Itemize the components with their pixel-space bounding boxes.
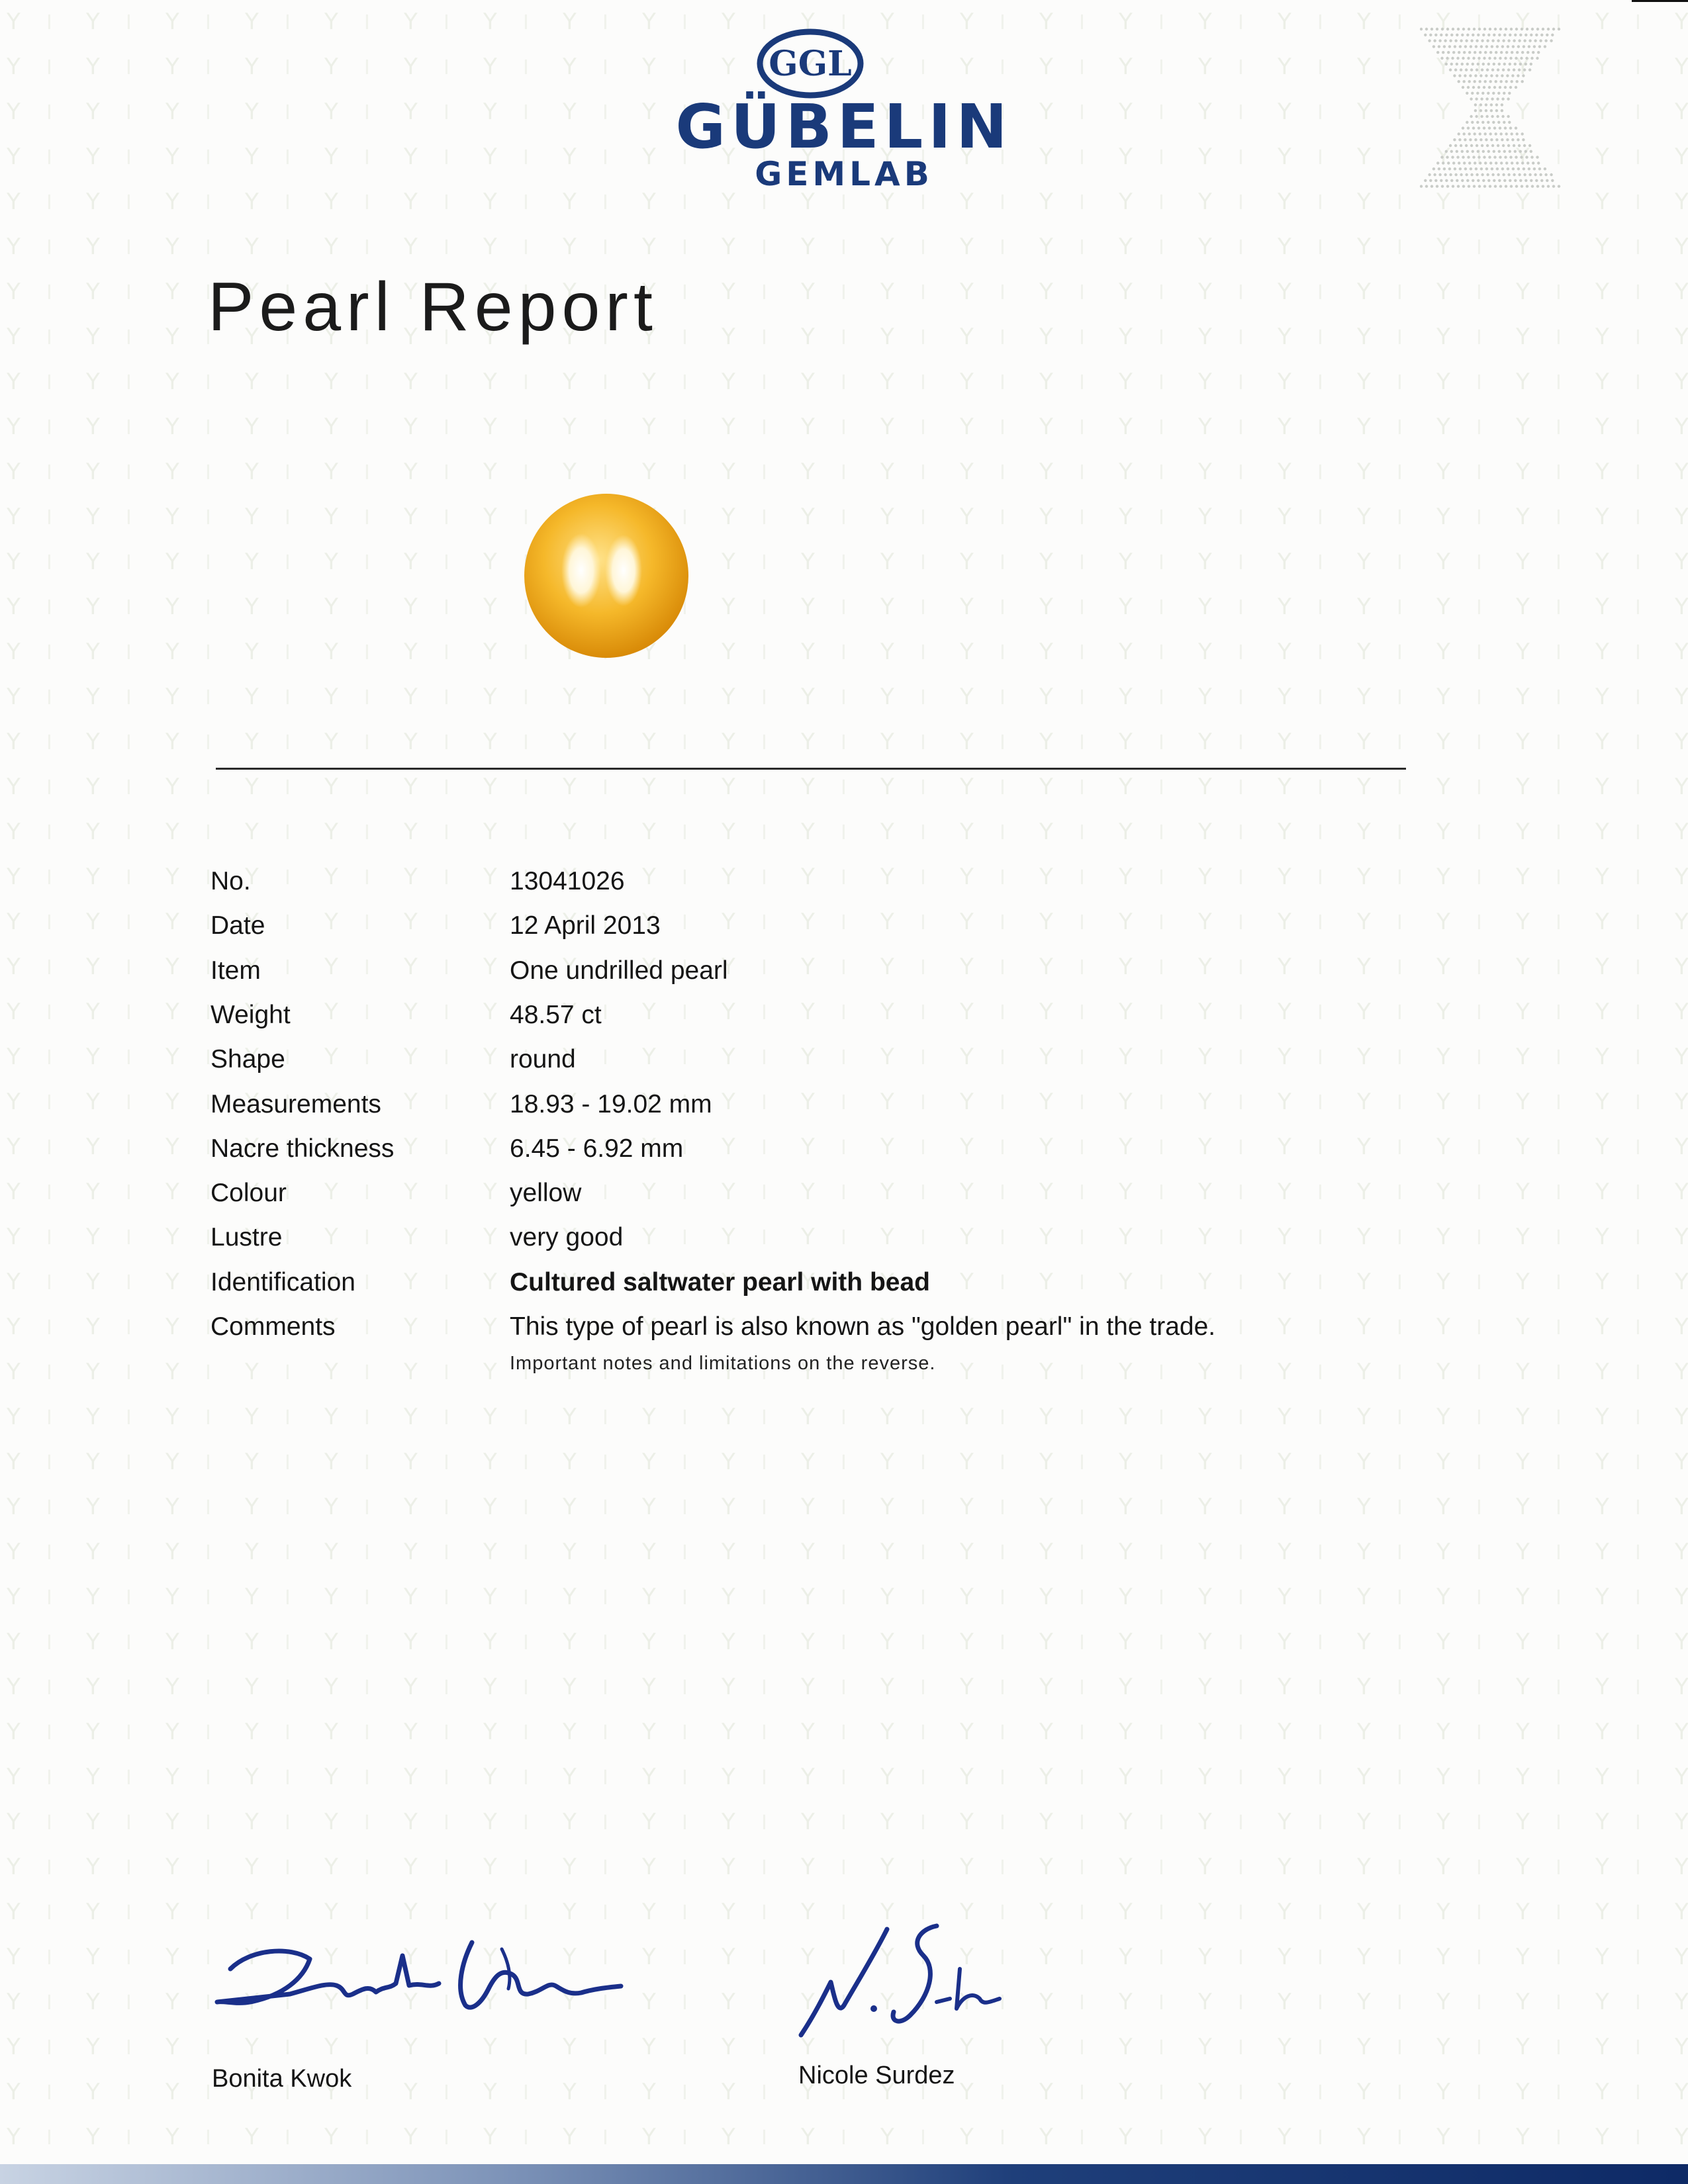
bottom-decorative-band [0,2164,1688,2184]
signatory-name-2: Nicole Surdez [798,2062,955,2089]
detail-row [211,911,1468,951]
detail-value: 12 April 2013 [510,911,661,940]
detail-value: yellow [510,1179,582,1208]
detail-row [211,1268,1468,1308]
detail-row [211,1001,1468,1040]
detail-row [211,956,1468,996]
detail-label: Nacre thickness [211,1134,395,1163]
detail-row [211,1312,1468,1352]
detail-value: 6.45 - 6.92 mm [510,1134,684,1163]
detail-value: 13041026 [510,867,625,895]
detail-value: 48.57 ct [510,1000,602,1029]
logo-monogram: GGL [769,44,852,84]
corner-crop-mark [1632,0,1688,2]
brand-subtitle: GEMLAB [755,155,933,193]
detail-label: Colour [211,1179,287,1208]
detail-row [211,867,1468,907]
detail-value: very good [510,1223,624,1252]
detail-label: Measurements [211,1089,381,1118]
hologram-security-mark-icon [1420,25,1562,191]
detail-value: One undrilled pearl [510,956,728,985]
detail-row [211,1090,1468,1130]
signatory-name-1: Bonita Kwok [212,2065,352,2093]
signature-bonita-kwok [211,1923,628,2028]
detail-value: Cultured saltwater pearl with bead [510,1267,930,1297]
detail-label: Comments [211,1312,336,1341]
reverse-notes-text: Important notes and limitations on the reverse. [510,1353,936,1374]
detail-label: Identification [211,1267,355,1297]
detail-row [211,1134,1468,1174]
signature-nicole-surdez [794,1916,1006,2048]
detail-value: 18.93 - 19.02 mm [510,1089,712,1118]
gubelin-logo-icon [757,28,864,99]
report-title: Pearl Report [208,269,658,345]
detail-label: Shape [211,1045,285,1074]
detail-label: No. [211,867,251,895]
section-divider [216,768,1406,770]
detail-label: Lustre [211,1223,283,1252]
detail-value: This type of pearl is also known as "golden pearl" in the trade. [510,1312,1216,1341]
brand-name: GÜBELIN [675,91,1013,162]
detail-label: Item [211,956,261,985]
detail-label: Date [211,911,265,940]
detail-label: Weight [211,1000,291,1029]
detail-row [211,1045,1468,1085]
detail-value: round [510,1045,576,1074]
detail-row [211,1223,1468,1263]
pearl-photo [523,492,690,659]
detail-row [211,1179,1468,1218]
